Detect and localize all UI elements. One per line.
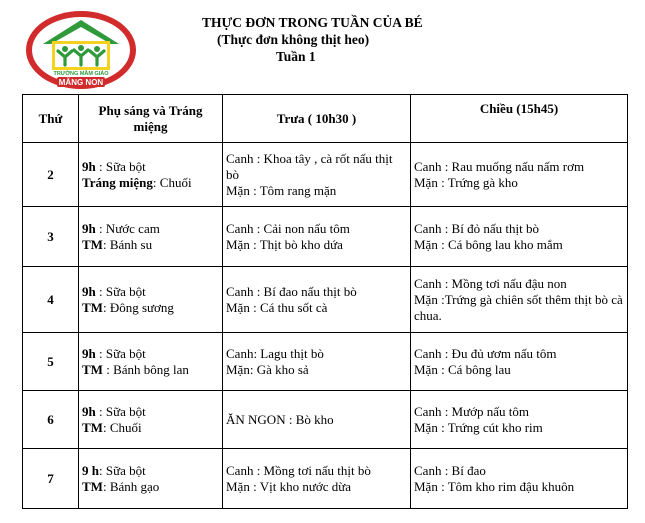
- noon-cell: [223, 333, 411, 391]
- noon-soup: ĂN NGON : Bò kho: [226, 411, 334, 427]
- morning-text-2: : Chuối: [102, 419, 142, 435]
- day-cell: 7: [23, 449, 79, 509]
- afternoon-cell: [411, 267, 628, 333]
- morning-label-1: 9h: [82, 283, 96, 299]
- morning-text-1: : Sữa bột: [95, 158, 146, 174]
- table-row: [23, 391, 628, 449]
- day-cell: 6: [23, 391, 79, 449]
- noon-soup: Canh : Khoa tây , cà rốt nấu thịt bò: [226, 150, 393, 182]
- noon-soup: Canh: Lagu thịt bò: [226, 345, 324, 361]
- afternoon-soup: Canh : Mướp nấu tôm: [414, 403, 530, 419]
- morning-cell: [79, 449, 223, 509]
- noon-main: Mặn : Tôm rang mặn: [226, 182, 337, 198]
- day-cell: 4: [23, 267, 79, 333]
- afternoon-main: Mặn : Tôm kho rim đậu khuôn: [414, 478, 575, 494]
- morning-text-2: : Đông sương: [102, 299, 174, 315]
- weekly-menu-table: [22, 94, 628, 509]
- morning-label-2: TM: [82, 419, 103, 435]
- morning-label-2: Tráng miệng: [82, 174, 153, 190]
- morning-label-1: 9 h: [82, 462, 99, 478]
- afternoon-soup: Canh : Mồng tơi nấu đậu non: [414, 275, 567, 291]
- morning-cell: [79, 333, 223, 391]
- morning-cell: [79, 267, 223, 333]
- table-row: [23, 267, 628, 333]
- school-logo: [25, 10, 138, 90]
- table-row: [23, 143, 628, 207]
- afternoon-main: Mặn : Trứng cút kho rim: [414, 419, 543, 435]
- noon-cell: [223, 143, 411, 207]
- morning-label-2: TM: [82, 236, 103, 252]
- afternoon-cell: [411, 143, 628, 207]
- noon-soup: Canh : Bí đao nấu thịt bò: [226, 283, 357, 299]
- morning-label-2: TM: [82, 361, 103, 377]
- morning-label-1: 9h: [82, 158, 96, 174]
- table-row: [23, 449, 628, 509]
- morning-text-2: : Bánh su: [102, 236, 153, 252]
- day-cell: 5: [23, 333, 79, 391]
- morning-text-1: : Sữa bột: [95, 403, 146, 419]
- morning-cell: [79, 207, 223, 267]
- logo-line1: TRƯỜNG MẦM GIÁO: [53, 71, 109, 77]
- afternoon-main: Mặn :Trứng gà chiên sốt thêm thịt bò cà chua.: [414, 291, 623, 323]
- noon-main: Mặn : Cá thu sốt cà: [226, 299, 328, 315]
- morning-text-2: : Bánh gạo: [102, 478, 160, 494]
- noon-cell: [223, 449, 411, 509]
- table-header-row: [23, 95, 628, 143]
- noon-cell: [223, 391, 411, 449]
- morning-text-2: : Chuối: [152, 174, 192, 190]
- morning-label-1: 9h: [82, 403, 96, 419]
- morning-text-1: : Nước cam: [95, 220, 160, 236]
- noon-main: Mặn : Thịt bò kho dứa: [226, 236, 343, 252]
- afternoon-soup: Canh : Bí đao: [414, 462, 486, 478]
- header-morning: Phụ sáng và Tráng miệng: [79, 95, 223, 143]
- header-day: Thứ: [23, 95, 79, 143]
- afternoon-main: Mặn : Cá bông lau kho mắm: [414, 236, 563, 252]
- table-row: [23, 207, 628, 267]
- header-noon: Trưa ( 10h30 ): [223, 95, 411, 143]
- afternoon-cell: [411, 391, 628, 449]
- afternoon-soup: Canh : Đu đủ ươm nấu tôm: [414, 345, 557, 361]
- day-cell: 2: [23, 143, 79, 207]
- afternoon-cell: [411, 207, 628, 267]
- afternoon-cell: [411, 449, 628, 509]
- table-row: [23, 333, 628, 391]
- school-logo-icon: [25, 10, 138, 90]
- logo-line2: MĂNG NON: [58, 78, 104, 87]
- morning-text-2: : Bánh bông lan: [102, 361, 189, 377]
- morning-label-1: 9h: [82, 220, 96, 236]
- morning-cell: [79, 143, 223, 207]
- morning-label-2: TM: [82, 299, 103, 315]
- day-cell: 3: [23, 207, 79, 267]
- morning-cell: [79, 391, 223, 449]
- morning-text-1: : Sữa bột: [95, 283, 146, 299]
- page-title: [200, 14, 540, 65]
- noon-main: Mặn : Vịt kho nước dừa: [226, 478, 352, 494]
- noon-main: Mặn: Gà kho sả: [226, 361, 309, 377]
- afternoon-soup: Canh : Rau muống nấu nấm rơm: [414, 158, 585, 174]
- logo-children-figures: [58, 45, 104, 65]
- header-afternoon: Chiều (15h45): [411, 95, 628, 143]
- morning-label-2: TM: [82, 478, 103, 494]
- afternoon-main: Mặn : Cá bông lau: [414, 361, 511, 377]
- afternoon-soup: Canh : Bí đỏ nấu thịt bò: [414, 220, 539, 236]
- noon-cell: [223, 207, 411, 267]
- noon-soup: Canh : Cải non nấu tôm: [226, 220, 350, 236]
- title-sub: (Thực đơn không thịt heo): [217, 32, 370, 47]
- noon-soup: Canh : Mồng tơi nấu thịt bò: [226, 462, 371, 478]
- morning-text-1: : Sữa bột: [98, 462, 146, 478]
- morning-text-1: : Sữa bột: [95, 345, 146, 361]
- morning-label-1: 9h: [82, 345, 96, 361]
- afternoon-main: Mặn : Trứng gà kho: [414, 174, 518, 190]
- title-week: Tuần 1: [276, 49, 316, 64]
- noon-cell: [223, 267, 411, 333]
- afternoon-cell: [411, 333, 628, 391]
- title-main: THỰC ĐƠN TRONG TUẦN CỦA BÉ: [202, 15, 423, 30]
